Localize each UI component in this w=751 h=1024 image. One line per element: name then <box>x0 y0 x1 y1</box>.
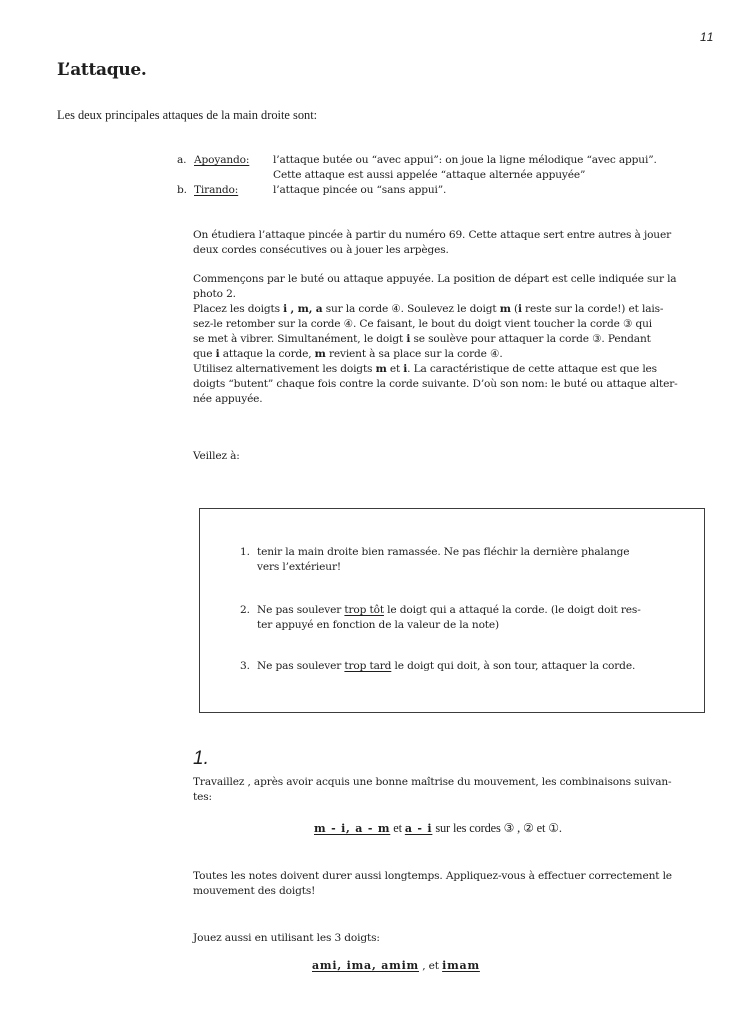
paragraph-line: Commençons par le buté ou attaque appuyée. La position de départ est celle indiquée sur la <box>193 273 677 285</box>
text: . La caractéristique de cette attaque est que les <box>407 363 657 375</box>
finger-letter: m <box>375 363 387 375</box>
paragraph-line: mouvement des doigts! <box>193 885 316 897</box>
exercise-number: 1. <box>193 748 209 769</box>
text: Ne pas soulever <box>257 604 345 616</box>
text: sur les cordes <box>432 821 504 835</box>
definition-b-line: l’attaque pincée ou “sans appui”. <box>273 184 447 196</box>
paragraph-line: On étudiera l’attaque pincée à partir du numéro 69. Cette attaque sert entre autres à jouer <box>193 229 672 241</box>
text: se soulève pour attaquer la corde ③. Pendant <box>410 333 651 345</box>
box-item-text <box>257 603 641 618</box>
text: le doigt qui a attaqué la corde. (le doigt doit res- <box>383 604 641 616</box>
definition-a-line: Cette attaque est aussi appelée “attaque alternée appuyée” <box>273 169 586 181</box>
text: sur la corde ④. Soulevez le doigt <box>322 303 500 315</box>
paragraph-line: Travaillez , après avoir acquis une bonne maîtrise du mouvement, les combinaisons suivan- <box>193 776 672 788</box>
finger-letter: i <box>517 303 522 315</box>
text: et <box>386 363 404 375</box>
text: le doigt qui doit, à son tour, attaquer la corde. <box>391 660 636 672</box>
string-1-symbol: ① <box>548 821 559 835</box>
combination-line <box>314 821 562 837</box>
finger-letter: m <box>314 348 326 360</box>
string-3-symbol: ③ <box>503 821 515 835</box>
definition-a-line: l’attaque butée ou “avec appui”: on joue la ligne mélodique “avec appui”. <box>273 154 657 166</box>
finger-letter: i <box>403 363 408 375</box>
text: , et <box>419 960 443 972</box>
paragraph-line: Jouez aussi en utilisant les 3 doigts: <box>193 932 380 944</box>
veillez-heading: Veillez à: <box>193 450 240 462</box>
text: attaque la corde, <box>219 348 315 360</box>
text: se met à vibrer. Simultanément, le doigt <box>193 333 407 345</box>
page-title: L’attaque. <box>57 60 147 80</box>
emphasis: trop tôt <box>344 604 384 616</box>
text: Utilisez alternativement les doigts <box>193 363 376 375</box>
combination: ami, ima, amim <box>312 959 419 972</box>
paragraph-line: née appuyée. <box>193 393 263 405</box>
text: que <box>193 348 216 360</box>
text: reste sur la corde!) et lais- <box>521 303 664 315</box>
finger-letter: i <box>406 333 411 345</box>
definition-a-marker: a. <box>177 154 187 166</box>
text: ( <box>510 303 518 315</box>
definition-b-term: Tirando: <box>194 184 239 196</box>
box-item-text: tenir la main droite bien ramassée. Ne pas fléchir la dernière phalange <box>257 546 630 558</box>
text: . <box>558 821 562 835</box>
finger-letter: m <box>499 303 511 315</box>
text: et <box>390 821 405 835</box>
combination: imam <box>442 959 480 972</box>
paragraph-line <box>193 347 503 362</box>
box-item-number: 2. <box>240 604 250 616</box>
finger-letters: i , m, a <box>283 303 323 315</box>
paragraph-line: tes: <box>193 791 212 803</box>
definition-b-marker: b. <box>177 184 187 196</box>
paragraph-line: photo 2. <box>193 288 236 300</box>
combination: a - i <box>404 822 433 835</box>
paragraph-line: sez-le retomber sur la corde ④. Ce faisant, le bout du doigt vient toucher la corde ③ qui <box>193 318 653 330</box>
page-number: 11 <box>700 30 715 44</box>
intro-text: Les deux principales attaques de la main droite sont: <box>57 108 318 122</box>
box-item-text: ter appuyé en fonction de la valeur de la note) <box>257 619 500 631</box>
paragraph-line <box>193 362 657 377</box>
definition-a-term: Apoyando: <box>194 154 250 166</box>
emphasis: trop tard <box>344 660 392 672</box>
text: et <box>533 821 549 835</box>
combination: m - i, a - m <box>314 822 391 835</box>
paragraph-line: deux cordes consécutives ou à jouer les arpèges. <box>193 244 449 256</box>
paragraph-line: doigts “butent” chaque fois contre la corde suivante. D’où son nom: le buté ou attaque alter- <box>193 378 678 390</box>
box-item-text <box>257 659 635 674</box>
box-item-number: 3. <box>240 660 250 672</box>
paragraph-line <box>193 302 663 317</box>
paragraph-line: Toutes les notes doivent durer aussi longtemps. Appliquez-vous à effectuer correctement le <box>193 870 672 882</box>
combination-line <box>312 958 480 974</box>
text: Placez les doigts <box>193 303 284 315</box>
text: Ne pas soulever <box>257 660 345 672</box>
box-item-number: 1. <box>240 546 250 558</box>
string-2-symbol: ② <box>523 821 534 835</box>
text: , <box>514 821 524 835</box>
finger-letter: i <box>215 348 220 360</box>
paragraph-line <box>193 332 651 347</box>
box-item-text: vers l’extérieur! <box>257 561 341 573</box>
text: revient à sa place sur la corde ④. <box>325 348 503 360</box>
